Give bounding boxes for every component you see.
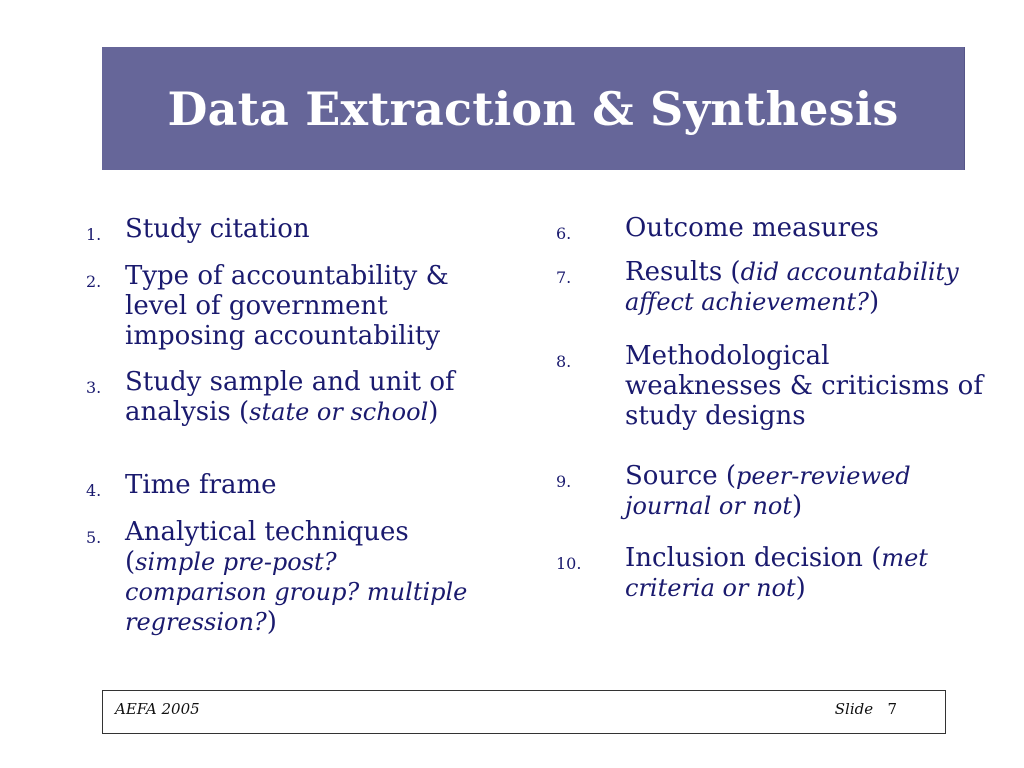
list-item-text <box>625 341 985 431</box>
list-item-text-part: Methodological weaknesses & criticisms of study designs <box>625 341 983 431</box>
footer <box>102 690 946 734</box>
list-item-number: 10. <box>556 554 582 573</box>
list-item-italic-text: met criteria or not <box>625 544 928 602</box>
list-item-text <box>125 214 470 244</box>
list-item-number: 9. <box>556 472 572 491</box>
list-item-text-part: Outcome measures <box>625 213 879 243</box>
list-item-text-part: ) <box>795 573 806 603</box>
list-item-text <box>625 257 985 317</box>
list-item-text-part: Results ( <box>625 257 741 287</box>
list-item-number: 4. <box>86 481 102 500</box>
list-item-number: 1. <box>86 225 102 244</box>
list-item-text <box>125 261 470 351</box>
list-item-number: 3. <box>86 378 102 397</box>
list-item-text-part: Type of accountability & level of government imposing accountability <box>125 261 449 351</box>
list-item-text-part: Inclusion decision ( <box>625 543 882 573</box>
list-item-text-part: ) <box>428 397 439 427</box>
list-item-number: 7. <box>556 268 572 287</box>
list-item-italic-text: did accountability affect achievement? <box>625 258 959 316</box>
list-item-italic-text: peer-reviewed journal or not <box>625 462 911 520</box>
title-banner <box>102 47 965 170</box>
slide-title: Data Extraction & Synthesis <box>167 81 899 136</box>
list-item-number: 2. <box>86 272 102 291</box>
list-item-text-part: Time frame <box>125 470 277 500</box>
list-item-text-part: Analytical techniques ( <box>125 517 409 577</box>
footer-org: AEFA 2005 <box>115 700 200 718</box>
list-item-number: 6. <box>556 224 572 243</box>
list-item-text-part: Study sample and unit of analysis ( <box>125 367 455 427</box>
list-item-text <box>125 517 470 637</box>
list-item-text-part: ) <box>869 287 880 317</box>
list-item-text <box>625 543 985 603</box>
list-item-text-part: Study citation <box>125 214 310 244</box>
list-item-text-part: ) <box>792 491 803 521</box>
slide-number: 7 <box>887 700 897 718</box>
list-item-italic-text: state or school <box>249 398 429 426</box>
slide-label: Slide <box>834 700 874 718</box>
list-item-text-part: ) <box>266 607 277 637</box>
list-item-text-part: Source ( <box>625 461 736 491</box>
list-item-text <box>125 367 470 427</box>
slide-indicator <box>835 700 897 718</box>
list-item-text <box>125 470 470 500</box>
list-item-number: 5. <box>86 528 102 547</box>
list-item-number: 8. <box>556 352 572 371</box>
list-item-italic-text: simple pre-post? comparison group? multiple regression? <box>125 548 468 636</box>
list-item-text <box>625 461 985 521</box>
list-item-text <box>625 213 985 243</box>
